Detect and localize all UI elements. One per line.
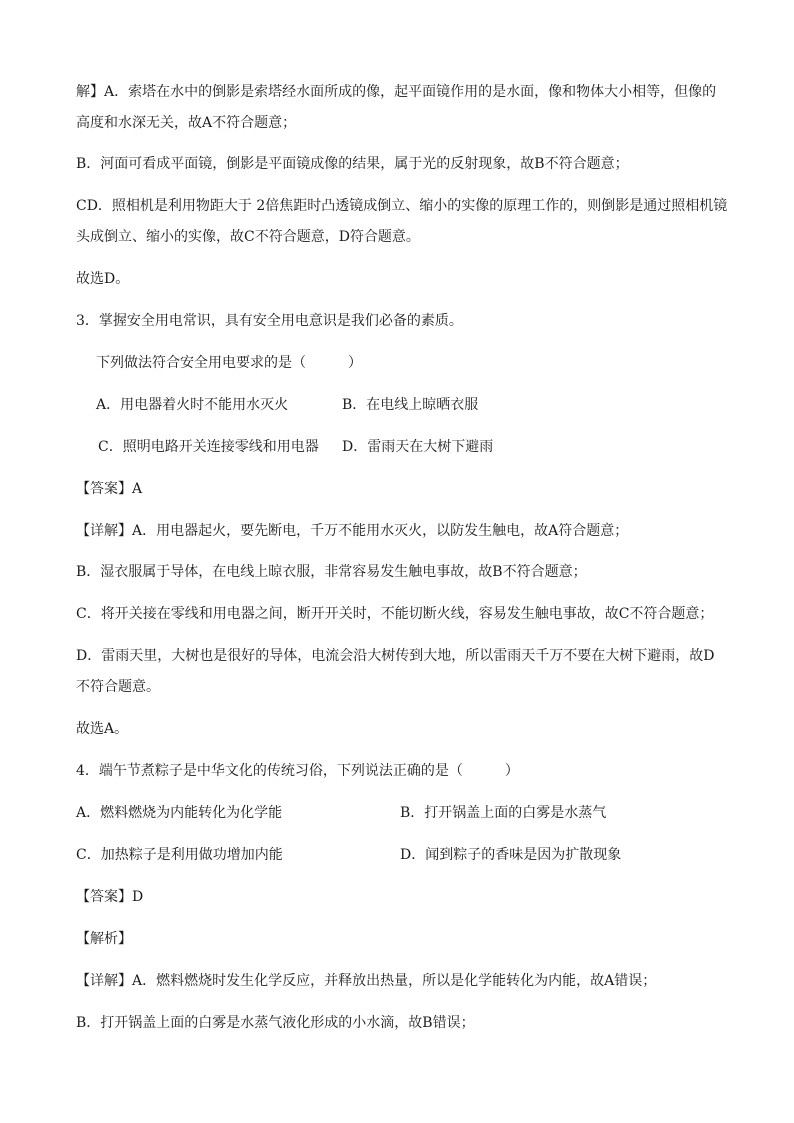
text-line: 故选D。 — [76, 271, 130, 287]
text-line: B．湿衣服属于导体，在电线上晾衣服，非常容易发生触电事故，故B不符合题意； — [76, 564, 587, 580]
text-line: 【详解】A．燃料燃烧时发生化学反应，并释放出热量，所以是化学能转化为内能，故A错误； — [76, 973, 657, 989]
option-a: A．燃料燃烧为内能转化为化学能 — [76, 805, 283, 821]
answer-label: 【答案】A — [76, 481, 143, 497]
answer-label: 【答案】D — [76, 889, 144, 905]
text-line: 高度和水深无关，故A不符合题意； — [76, 115, 297, 131]
text-line: C．将开关接在零线和用电器之间，断开开关时，不能切断火线，容易发生触电事故，故C不符合题意； — [76, 606, 714, 622]
option-b: B．在电线上晾晒衣服 — [342, 397, 479, 413]
option-b: B．打开锅盖上面的白雾是水蒸气 — [400, 805, 607, 821]
text-line: B．打开锅盖上面的白雾是水蒸气液化形成的小水滴，故B错误； — [76, 1015, 475, 1031]
option-a: A．用电器着火时不能用水灭火 — [96, 397, 289, 413]
question-3-prompt: 下列做法符合安全用电要求的是（ ） — [96, 355, 362, 371]
text-line: 故选A。 — [76, 721, 129, 737]
text-line: 不符合题意。 — [76, 679, 160, 695]
question-4-stem: 4．端午节煮粽子是中华文化的传统习俗，下列说法正确的是（ ） — [76, 763, 519, 779]
option-d: D．雷雨天在大树下避雨 — [342, 439, 494, 455]
option-d: D．闻到粽子的香味是因为扩散现象 — [400, 847, 622, 863]
text-line: D．雷雨天里，大树也是很好的导体，电流会沿大树传到大地，所以雷雨天千万不要在大树下避雨，故D — [76, 648, 715, 664]
text-line: 解】A．索塔在水中的倒影是索塔经水面所成的像，起平面镜作用的是水面，像和物体大小相等，但像的 — [76, 84, 717, 100]
text-line: 【详解】A．用电器起火，要先断电，千万不能用水灭火，以防发生触电，故A符合题意； — [76, 523, 629, 539]
text-line: 头成倒立、缩小的实像，故C不符合题意，D符合题意。 — [76, 229, 420, 245]
option-c: C．照明电路开关连接零线和用电器 — [98, 439, 319, 455]
text-line: B．河面可看成平面镜，倒影是平面镜成像的结果，属于光的反射现象，故B不符合题意； — [76, 156, 629, 172]
text-line: CD．照相机是利用物距大于 2倍焦距时凸透镜成倒立、缩小的实像的原理工作的，则倒影是通过照相机镜 — [76, 198, 728, 214]
analysis-label: 【解析】 — [76, 931, 132, 947]
option-c: C．加热粽子是利用做功增加内能 — [76, 847, 283, 863]
question-3-stem: 3．掌握安全用电常识，具有安全用电意识是我们必备的素质。 — [76, 313, 463, 329]
